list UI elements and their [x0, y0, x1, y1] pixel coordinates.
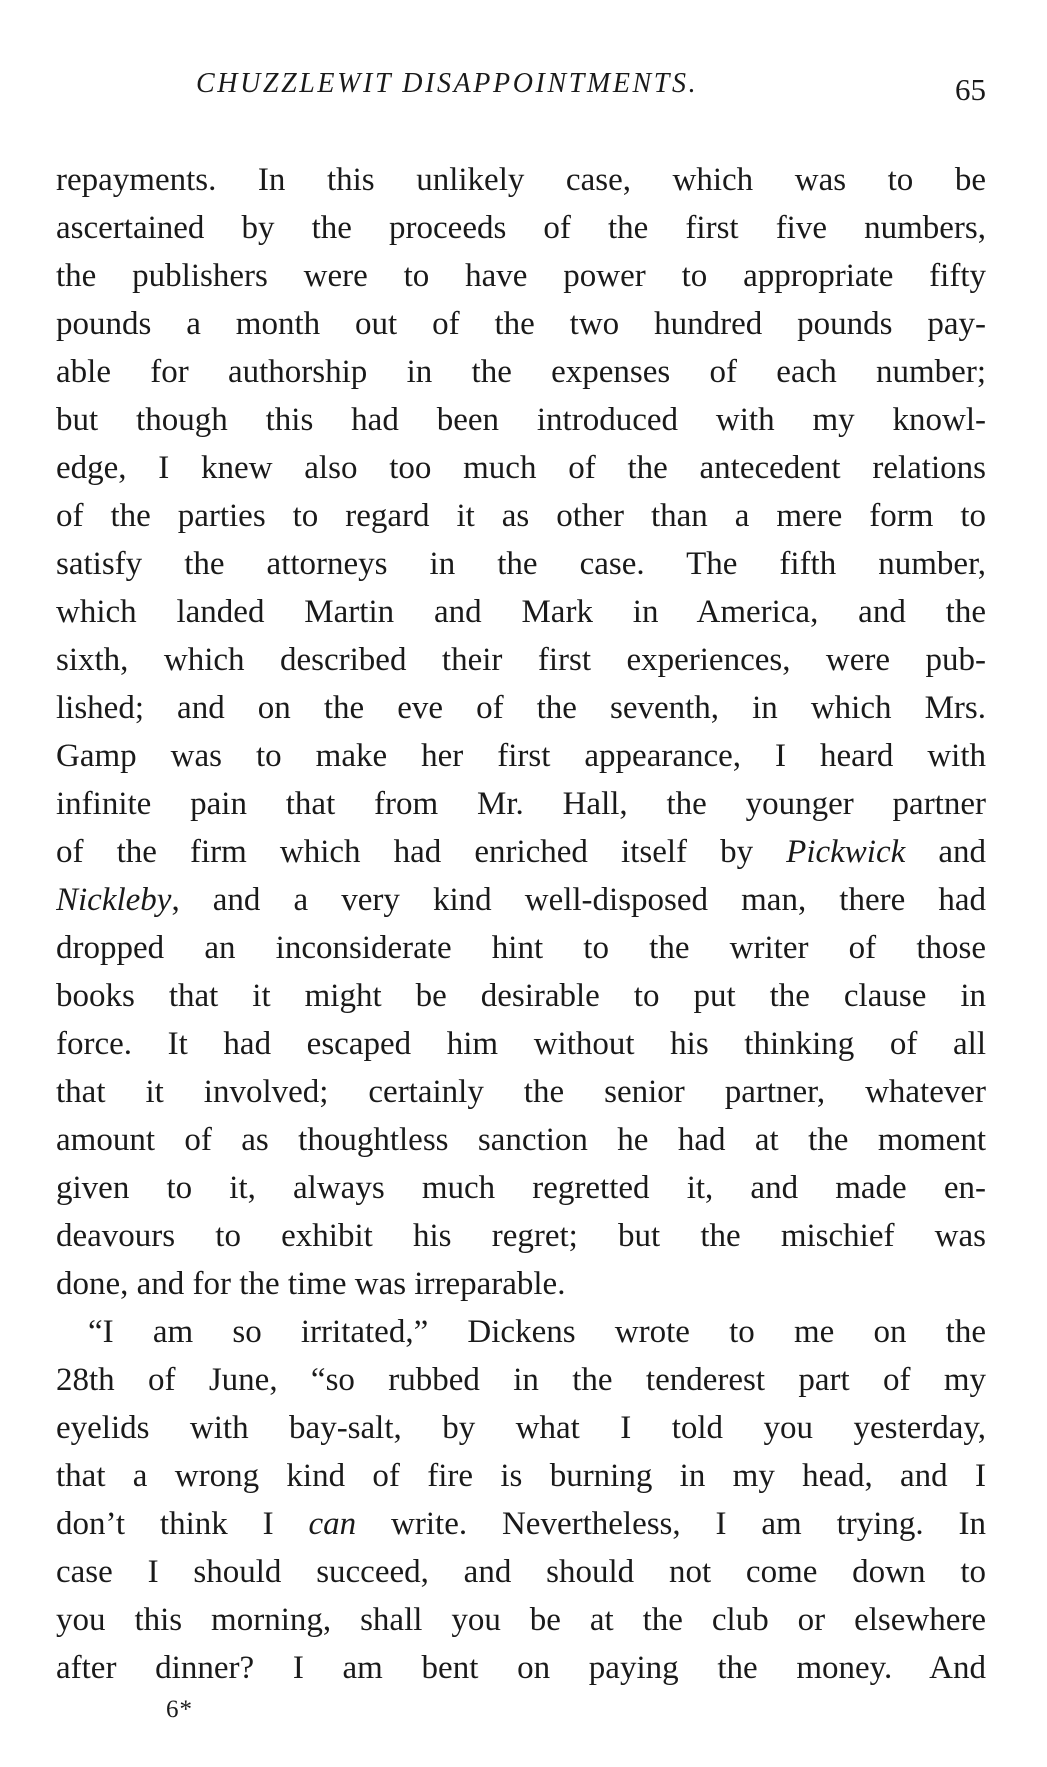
text-line: ascertained by the proceeds of the first five numbers,: [56, 210, 986, 246]
italic-title-pickwick: Pickwick: [786, 834, 906, 870]
text-line: 28th of June, “so rubbed in the tenderest part of my: [56, 1362, 986, 1398]
text-line: of the parties to regard it as other than a mere form to: [56, 498, 986, 534]
text-line: amount of as thoughtless sanction he had at the moment: [56, 1122, 986, 1158]
text-segment: write. Nevertheless, I am trying. In: [356, 1506, 986, 1542]
text-line: force. It had escaped him without his thinking of all: [56, 1026, 986, 1062]
signature-mark: 6*: [166, 1696, 193, 1723]
text-line: that a wrong kind of fire is burning in my head, and I: [56, 1458, 986, 1494]
text-line: after dinner? I am bent on paying the money. And: [56, 1650, 986, 1686]
text-line: dropped an inconsiderate hint to the writer of those: [56, 930, 986, 966]
text-segment: and: [905, 834, 986, 870]
paragraph-1: [56, 156, 986, 1308]
text-line: deavours to exhibit his regret; but the mischief was: [56, 1218, 986, 1254]
text-line: you this morning, shall you be at the club or elsewhere: [56, 1602, 986, 1638]
italic-title-nickleby: Nickleby: [56, 882, 172, 918]
text-line: infinite pain that from Mr. Hall, the younger partner: [56, 786, 986, 822]
text-segment: , and a very kind well-disposed man, there had: [171, 882, 986, 918]
text-line: pounds a month out of the two hundred pounds pay-: [56, 306, 986, 342]
running-head: [56, 68, 986, 118]
text-line: books that it might be desirable to put the clause in: [56, 978, 986, 1014]
text-line: lished; and on the eve of the seventh, in which Mrs.: [56, 690, 986, 726]
text-line: Gamp was to make her first appearance, I heard with: [56, 738, 986, 774]
text-line: repayments. In this unlikely case, which was to be: [56, 162, 986, 198]
text-line: able for authorship in the expenses of each number;: [56, 354, 986, 390]
page-number: 65: [955, 72, 986, 107]
text-line: the publishers were to have power to appropriate fifty: [56, 258, 986, 294]
text-line: that it involved; certainly the senior partner, whatever: [56, 1074, 986, 1110]
paragraph-2: [56, 1308, 986, 1692]
text-line: given to it, always much regretted it, and made en-: [56, 1170, 986, 1206]
text-line: done, and for the time was irreparable.: [56, 1266, 566, 1302]
text-line: case I should succeed, and should not come down to: [56, 1554, 986, 1590]
text-line: but though this had been introduced with my knowl-: [56, 402, 986, 438]
body-text: [56, 156, 986, 1692]
text-line-with-italic: [56, 828, 986, 876]
text-line: satisfy the attorneys in the case. The fifth number,: [56, 546, 986, 582]
text-line-with-italic: [56, 876, 986, 924]
text-line: “I am so irritated,” Dickens wrote to me on the: [88, 1314, 986, 1350]
text-line-with-italic: [56, 1500, 986, 1548]
text-line: sixth, which described their first experiences, were pub-: [56, 642, 986, 678]
running-title: CHUZZLEWIT DISAPPOINTMENTS.: [196, 68, 699, 99]
text-line: which landed Martin and Mark in America, and the: [56, 594, 986, 630]
text-line: edge, I knew also too much of the antecedent relations: [56, 450, 986, 486]
text-segment: of the firm which had enriched itself by: [56, 834, 787, 870]
italic-word-can: can: [308, 1506, 357, 1542]
text-segment: don’t think I: [56, 1506, 309, 1542]
text-line: eyelids with bay-salt, by what I told you yesterday,: [56, 1410, 986, 1446]
